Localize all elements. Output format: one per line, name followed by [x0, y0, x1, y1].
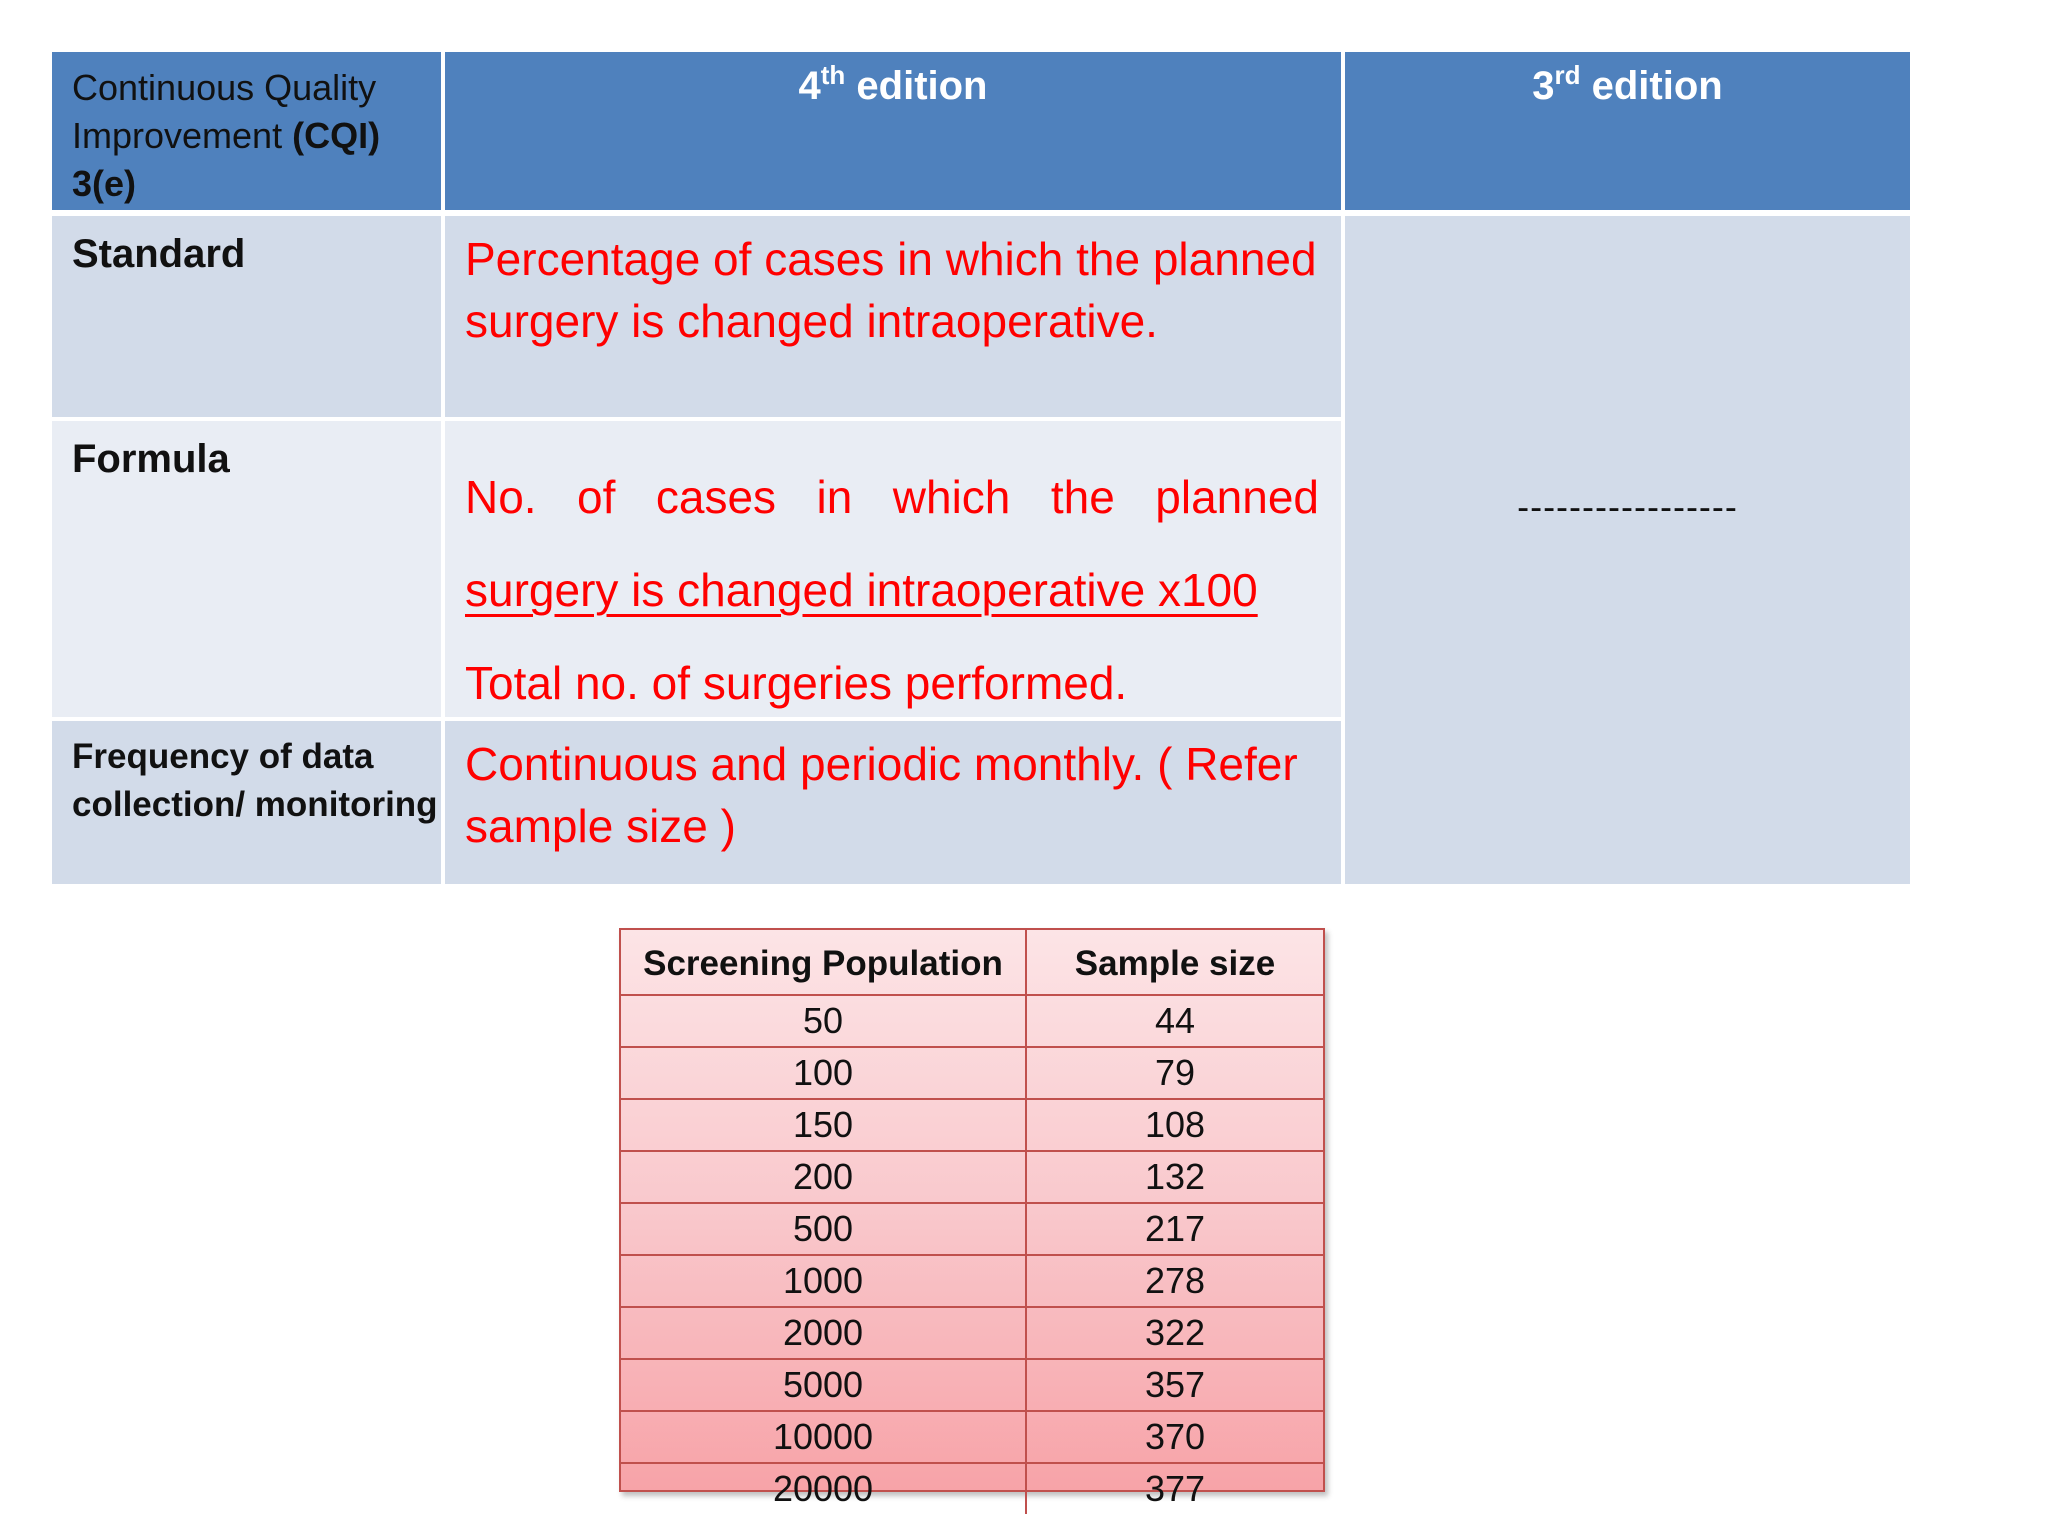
header-4th-rest: edition [845, 64, 988, 108]
sample-size-cell: 322 [1026, 1307, 1323, 1359]
sample-size-cell: 79 [1026, 1047, 1323, 1099]
sample-size-cell: 357 [1026, 1359, 1323, 1411]
formula-numerator-line2: surgery is changed intraoperative x100 [465, 564, 1258, 616]
table-row [621, 1463, 1323, 1514]
header-cqi-label [52, 52, 441, 210]
sample-size-cell: 44 [1026, 995, 1323, 1047]
row-value-frequency: Continuous and periodic monthly. ( Refer sample size ) [445, 721, 1341, 884]
sample-size-cell: 217 [1026, 1203, 1323, 1255]
population-cell: 100 [621, 1047, 1026, 1099]
third-edition-cell [1345, 216, 1910, 884]
header-3rd-sup: rd [1554, 60, 1581, 90]
row-label-standard: Standard [52, 216, 441, 417]
table-row [621, 1047, 1323, 1099]
table-row [621, 1411, 1323, 1463]
table-row [621, 1359, 1323, 1411]
population-cell: 500 [621, 1203, 1026, 1255]
row-value-standard: Percentage of cases in which the planned surgery is changed intraoperative. [445, 216, 1341, 417]
sample-size-cell: 377 [1026, 1463, 1323, 1514]
table-row [621, 1151, 1323, 1203]
third-edition-placeholder: ----------------- [1517, 486, 1738, 527]
header-cqi-id: 3(e) [72, 163, 137, 204]
population-cell: 2000 [621, 1307, 1026, 1359]
formula-numerator-line1: No. of cases in which the planned [465, 471, 1319, 523]
table-row [621, 1255, 1323, 1307]
sample-header-size: Sample size [1026, 930, 1323, 995]
row-value-formula [445, 421, 1341, 717]
population-cell: 50 [621, 995, 1026, 1047]
sample-header-population: Screening Population [621, 930, 1026, 995]
table-row [621, 1203, 1323, 1255]
header-4th-edition [445, 52, 1341, 210]
header-3rd-rest: edition [1580, 64, 1723, 108]
population-cell: 150 [621, 1099, 1026, 1151]
header-4th-num: 4 [798, 64, 821, 108]
row-label-frequency: Frequency of data collection/ monitoring [52, 721, 441, 884]
table-row [621, 1099, 1323, 1151]
sample-size-table [619, 928, 1325, 1509]
sample-table-header-row [621, 930, 1323, 995]
cqi-table [52, 52, 1908, 888]
header-3rd-edition [1345, 52, 1910, 210]
header-cqi-normal: Continuous Quality Improvement [72, 67, 377, 156]
population-cell: 200 [621, 1151, 1026, 1203]
row-label-formula: Formula [52, 421, 441, 717]
table-row [621, 1307, 1323, 1359]
population-cell: 1000 [621, 1255, 1026, 1307]
formula-denominator: Total no. of surgeries performed. [465, 657, 1128, 709]
sample-size-cell: 278 [1026, 1255, 1323, 1307]
sample-size-cell: 132 [1026, 1151, 1323, 1203]
population-cell: 5000 [621, 1359, 1026, 1411]
sample-size-cell: 370 [1026, 1411, 1323, 1463]
table-row [621, 995, 1323, 1047]
population-cell: 10000 [621, 1411, 1026, 1463]
header-4th-sup: th [820, 60, 846, 90]
population-cell: 20000 [621, 1463, 1026, 1514]
header-3rd-num: 3 [1532, 64, 1555, 108]
header-cqi-code: (CQI) [292, 115, 381, 156]
sample-size-cell: 108 [1026, 1099, 1323, 1151]
